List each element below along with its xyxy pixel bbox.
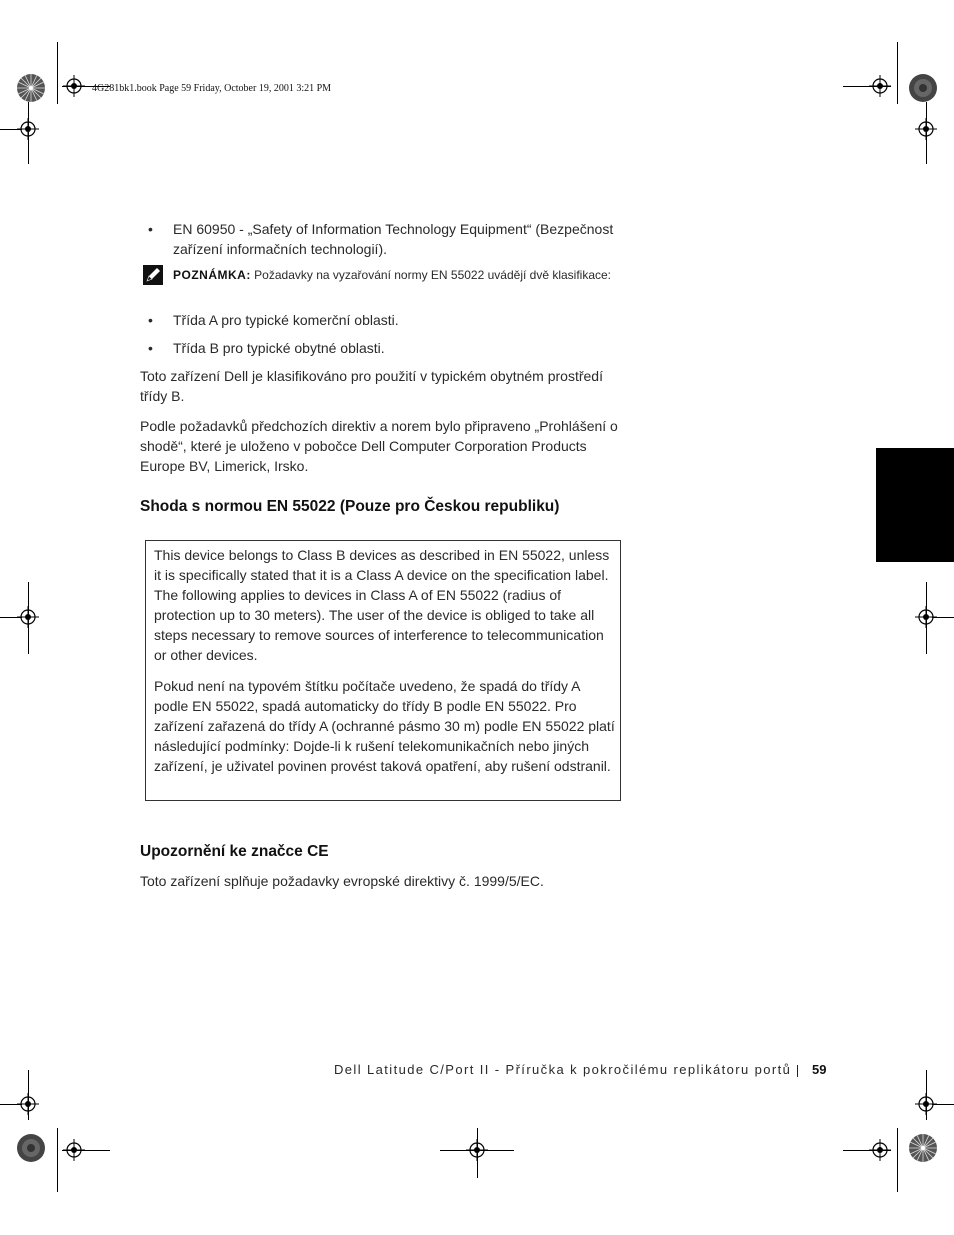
notice-paragraph-cz: Pokud není na typovém štítku počítače uvedeno, že spadá do třídy A podle EN 55022, spadá automaticky do třídy B podle EN 55022. Pro zařízení zařazená do třídy A (ochranné pásmo 30 m) podle EN 55022 platí následující podmínky: Dojde-li k rušení telekomunikačních nebo jiných zařízení, je uživatel povinen provést taková opatření, aby rušení odstranil. [154, 678, 615, 774]
list-item-text: Třída B pro typické obytné oblasti. [173, 340, 385, 356]
crop-mark [897, 42, 898, 104]
section-thumb-tab [876, 448, 954, 562]
list-item [148, 338, 628, 358]
list-item [148, 310, 628, 330]
running-footer: Dell Latitude C/Port II - Příručka k pokročilému replikátoru portů [334, 1062, 792, 1077]
star-target-icon [908, 1133, 938, 1163]
notice-paragraph-en: This device belongs to Class B devices as described in EN 55022, unless it is specifically stated that it is a Class A device on the specification label. The following applies to devices in Class A of EN 55022 (radius of protection up to 30 meters). The user of the device is obliged to take all steps necessary to remove sources of interference to telecommunication or other devices. [154, 547, 610, 663]
crop-mark [57, 42, 58, 104]
registration-target-icon [466, 1139, 488, 1161]
crop-mark [897, 1128, 898, 1192]
paragraph: Toto zařízení splňuje požadavky evropské direktivy č. 1999/5/EC. [140, 873, 544, 889]
notice-box [145, 540, 621, 801]
star-target-icon [16, 73, 46, 103]
registration-target-icon [869, 75, 891, 97]
list-item-text: EN 60950 - „Safety of Information Technology Equipment“ (Bezpečnost zařízení informačních technologií). [173, 221, 614, 257]
registration-target-icon [17, 1093, 39, 1115]
registration-target-icon [915, 118, 937, 140]
crop-mark [57, 1128, 58, 1192]
footer-separator [797, 1065, 798, 1077]
registration-target-icon [915, 606, 937, 628]
page-number: 59 [812, 1062, 827, 1077]
pencil-note-icon [143, 265, 163, 285]
registration-target-icon [17, 606, 39, 628]
bullet-marker: • [148, 340, 153, 356]
list-item [148, 219, 628, 259]
registration-target-icon [63, 1139, 85, 1161]
section-heading: Shoda s normou EN 55022 (Pouze pro Českou republiku) [140, 498, 560, 515]
color-wheel-icon [16, 1133, 46, 1163]
note-label: POZNÁMKA: [173, 268, 251, 282]
registration-target-icon [869, 1139, 891, 1161]
print-slug: 4G281bk1.book Page 59 Friday, October 19, 2001 3:21 PM [92, 83, 332, 94]
paragraph: Toto zařízení Dell je klasifikováno pro použití v typickém obytném prostředí třídy B. [140, 368, 603, 404]
note-text [173, 266, 623, 284]
section-heading: Upozornění ke značce CE [140, 843, 329, 860]
bullet-marker: • [148, 221, 153, 237]
registration-target-icon [63, 75, 85, 97]
list-item-text: Třída A pro typické komerční oblasti. [173, 312, 399, 328]
registration-target-icon [17, 118, 39, 140]
color-wheel-icon [908, 73, 938, 103]
paragraph: Podle požadavků předchozích direktiv a norem bylo připraveno „Prohlášení o shodě“, které je uloženo v pobočce Dell Computer Corporation Products Europe BV, Limerick, Irsko. [140, 418, 618, 474]
note-body: Požadavky na vyzařování normy EN 55022 uvádějí dvě klasifikace: [250, 268, 612, 282]
bullet-marker: • [148, 312, 153, 328]
registration-target-icon [915, 1093, 937, 1115]
